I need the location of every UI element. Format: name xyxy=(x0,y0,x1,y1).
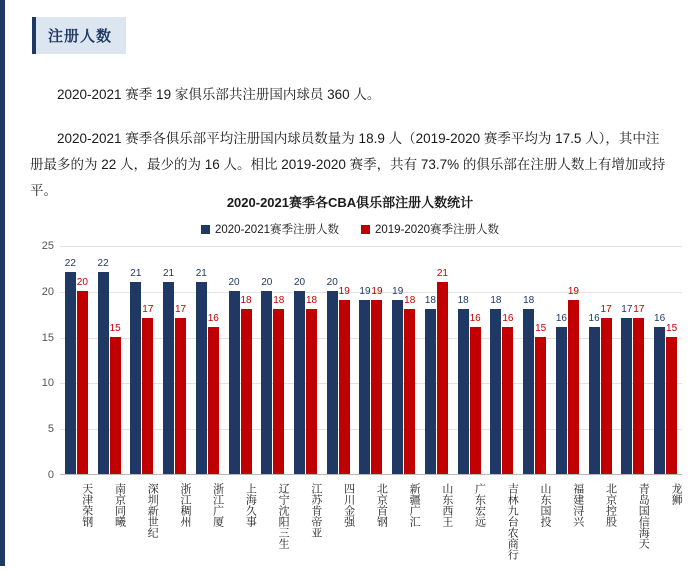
bar xyxy=(326,276,338,474)
bar xyxy=(273,295,285,474)
chart-title: 2020-2021赛季各CBA俱乐部注册人数统计 xyxy=(226,195,474,210)
section-heading: 注册人数 xyxy=(32,17,126,54)
legend-swatch-series-2 xyxy=(361,225,370,234)
chart-container xyxy=(14,190,686,560)
bar xyxy=(654,313,666,474)
x-axis-label: 吉林九台农商行 xyxy=(506,483,519,560)
bar-value-label: 20 xyxy=(261,276,273,288)
x-axis-label: 北京首钢 xyxy=(375,483,388,527)
bar-value-label: 15 xyxy=(535,322,547,334)
x-axis-label: 龙狮 xyxy=(669,483,682,505)
bar-group xyxy=(60,245,93,474)
bar-value-label: 16 xyxy=(654,313,666,325)
bar-group xyxy=(518,245,551,474)
bar xyxy=(555,313,567,474)
bar-value-label: 19 xyxy=(338,285,350,297)
x-axis-label: 福建浔兴 xyxy=(571,483,584,527)
bar xyxy=(621,304,633,474)
bar-value-label: 19 xyxy=(392,285,404,297)
bar-value-label: 18 xyxy=(273,295,285,307)
bar xyxy=(457,295,469,474)
bar-value-label: 20 xyxy=(228,276,240,288)
legend-swatch-series-1 xyxy=(201,225,210,234)
bar-value-label: 17 xyxy=(600,304,612,316)
bar-value-label: 15 xyxy=(666,322,678,334)
bar-value-label: 16 xyxy=(469,313,481,325)
y-axis xyxy=(14,240,60,481)
x-axis-label: 深圳新世纪 xyxy=(146,483,159,538)
bar-value-label: 19 xyxy=(359,285,371,297)
bar xyxy=(535,322,547,474)
bar-value-label: 17 xyxy=(633,304,645,316)
bar-group xyxy=(355,245,388,474)
bar xyxy=(469,313,481,474)
bar xyxy=(130,267,142,474)
x-axis-label: 浙江广厦 xyxy=(211,483,224,527)
bar-value-label: 16 xyxy=(588,313,600,325)
bar-value-label: 21 xyxy=(130,267,142,279)
bar-group xyxy=(420,245,453,474)
y-axis-tick: 20 xyxy=(41,285,54,298)
bar xyxy=(490,295,502,474)
paragraph-2: 2020-2021 赛季各俱乐部平均注册国内球员数量为 18.9 人（2019-2020 赛季平均为 17.5 人），其中注册最多的为 22 人，最少的为 16 人。相比 2019-2020 赛季，共有 73.7% 的俱乐部在注册人数上有增加或持平。 xyxy=(30,131,666,198)
bar-value-label: 18 xyxy=(490,295,502,307)
x-axis-label: 青岛国信海天 xyxy=(637,483,650,549)
bar xyxy=(261,276,273,474)
bar-value-label: 19 xyxy=(371,285,383,297)
x-axis-label: 山东西王 xyxy=(440,483,453,527)
bar-value-label: 18 xyxy=(240,295,252,307)
bar-value-label: 16 xyxy=(207,313,219,325)
bar-group xyxy=(453,245,486,474)
bar xyxy=(338,285,350,474)
y-axis-tick: 0 xyxy=(47,469,54,481)
chart-legend xyxy=(14,221,686,237)
bar-group xyxy=(322,245,355,474)
bar-value-label: 17 xyxy=(621,304,633,316)
legend-item-series-2 xyxy=(361,221,499,237)
legend-label-series-2: 2019-2020赛季注册人数 xyxy=(375,224,499,236)
bar xyxy=(424,295,436,474)
bar-value-label: 21 xyxy=(436,267,448,279)
y-axis-tick: 10 xyxy=(41,377,54,390)
y-axis-tick: 25 xyxy=(41,240,54,252)
bar-group xyxy=(158,245,191,474)
bar xyxy=(600,304,612,474)
bar xyxy=(588,313,600,474)
x-axis-label: 江苏肯帝亚 xyxy=(309,483,322,538)
bar xyxy=(371,285,383,474)
bar-value-label: 18 xyxy=(404,295,416,307)
left-accent-rail xyxy=(0,0,5,566)
bar-group xyxy=(125,245,158,474)
bar xyxy=(240,295,252,474)
x-axis-label: 天津荣钢 xyxy=(80,483,93,527)
x-axis-label: 浙江稠州 xyxy=(178,483,191,527)
bar-group xyxy=(289,245,322,474)
bar-value-label: 15 xyxy=(109,322,121,334)
bar-group xyxy=(486,245,519,474)
bar-value-label: 20 xyxy=(76,276,88,288)
bar-value-label: 21 xyxy=(163,267,175,279)
bar xyxy=(305,295,318,474)
bar xyxy=(142,304,154,474)
bar xyxy=(392,285,404,474)
legend-label-series-1: 2020-2021赛季注册人数 xyxy=(215,224,339,236)
x-axis-label: 新疆广汇 xyxy=(408,483,421,527)
bar-value-label: 18 xyxy=(523,295,535,307)
x-axis-labels xyxy=(60,483,682,579)
bar xyxy=(666,322,678,474)
bar-group xyxy=(649,245,682,474)
bar-group xyxy=(616,245,649,474)
bar xyxy=(109,322,121,474)
bar xyxy=(76,276,88,474)
bar-value-label: 17 xyxy=(142,304,154,316)
x-axis-label: 上海久事 xyxy=(244,483,257,527)
bar-value-label: 19 xyxy=(567,285,579,297)
bar xyxy=(207,313,219,474)
legend-item-series-1 xyxy=(201,221,339,237)
bar xyxy=(633,304,645,474)
x-axis-label: 山东国投 xyxy=(539,483,552,527)
y-axis-tick: 5 xyxy=(47,423,54,436)
x-axis-label: 四川金强 xyxy=(342,483,355,527)
bar xyxy=(502,313,514,474)
bar-value-label: 20 xyxy=(326,276,338,288)
bar-value-label: 21 xyxy=(195,267,207,279)
bar-group xyxy=(191,245,224,474)
bar xyxy=(436,267,448,474)
bar xyxy=(175,304,187,474)
y-axis-tick: 15 xyxy=(41,331,54,344)
bar-group xyxy=(584,245,617,474)
plot-area xyxy=(14,240,686,560)
bar-value-label: 18 xyxy=(424,295,436,307)
bar-group xyxy=(224,245,257,474)
x-axis-line xyxy=(60,474,682,475)
bar xyxy=(404,295,416,474)
bar xyxy=(97,258,109,474)
bar xyxy=(228,276,240,474)
bar xyxy=(163,267,175,474)
bar xyxy=(64,258,76,474)
bar xyxy=(567,285,579,474)
bar xyxy=(359,285,371,474)
bar-value-label: 17 xyxy=(175,304,187,316)
bar-group xyxy=(93,245,126,474)
bar-group xyxy=(387,245,420,474)
bar-value-label: 22 xyxy=(97,258,109,270)
x-axis-label: 北京控股 xyxy=(604,483,617,527)
bar-value-label: 20 xyxy=(293,276,306,288)
bar-value-label: 22 xyxy=(64,258,76,270)
x-axis-label: 南京同曦 xyxy=(113,483,126,527)
bar-value-label: 16 xyxy=(555,313,567,325)
x-axis-label: 辽宁沈阳三生 xyxy=(277,483,290,549)
bar xyxy=(293,276,306,474)
bar xyxy=(523,295,535,474)
x-axis-label: 广东宏远 xyxy=(473,483,486,527)
bar-value-label: 18 xyxy=(457,295,469,307)
bar-value-label: 18 xyxy=(305,295,318,307)
bar-group xyxy=(551,245,584,474)
bar-value-label: 16 xyxy=(502,313,514,325)
bar-groups xyxy=(60,245,682,474)
paragraph-1: 2020-2021 赛季 19 家俱乐部共注册国内球员 360 人。 xyxy=(57,87,381,102)
bar-group xyxy=(256,245,289,474)
bar xyxy=(195,267,207,474)
